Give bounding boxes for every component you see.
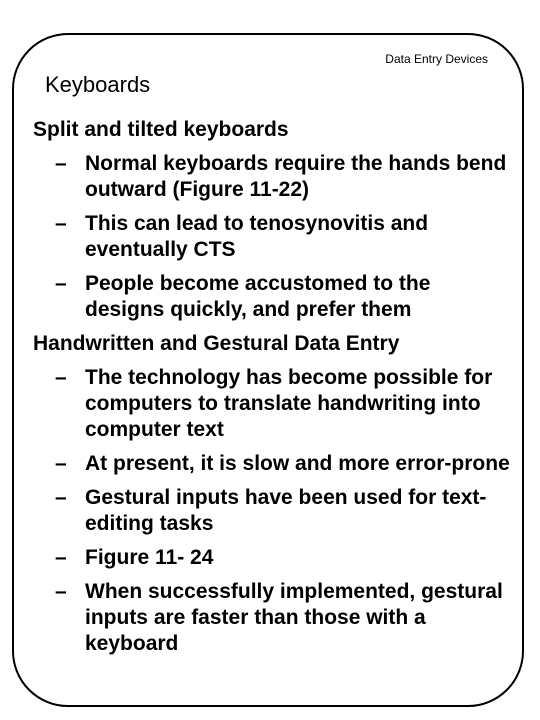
list-item — [55, 151, 513, 203]
section-title: Keyboards — [45, 72, 151, 97]
slide-content — [33, 117, 513, 657]
dash-bullet: – — [55, 452, 67, 475]
heading-split-tilted-keyboards: Split and tilted keyboards — [33, 118, 289, 141]
list-item — [55, 451, 513, 477]
list-item — [55, 211, 513, 263]
dash-bullet: – — [55, 152, 67, 175]
list-item — [55, 271, 513, 323]
list-item-text: Normal keyboards require the hands bend outward (Figure 11-22) — [85, 152, 507, 201]
slide-header: Data Entry Devices — [385, 52, 488, 66]
list-item-text: When successfully implemented, gestural inputs are faster than those with a keyboard — [85, 580, 503, 655]
list-item-text: People become accustomed to the designs quickly, and prefer them — [85, 272, 431, 321]
dash-bullet: – — [55, 580, 67, 603]
list-item — [55, 365, 513, 443]
list-item — [55, 545, 513, 571]
list-item-text: At present, it is slow and more error-prone — [85, 452, 510, 475]
heading-handwritten-gestural-entry: Handwritten and Gestural Data Entry — [33, 332, 400, 355]
dash-bullet: – — [55, 486, 67, 509]
dash-bullet: – — [55, 212, 67, 235]
list-item — [55, 485, 513, 537]
dash-bullet: – — [55, 366, 67, 389]
list-item-text: Gestural inputs have been used for text-editing tasks — [85, 486, 487, 535]
list-item — [55, 579, 513, 657]
dash-bullet: – — [55, 546, 67, 569]
list-item-text: This can lead to tenosynovitis and eventually CTS — [85, 212, 429, 261]
dash-bullet: – — [55, 272, 67, 295]
list-item-text: The technology has become possible for computers to translate handwriting into computer text — [85, 366, 493, 441]
list-item-text: Figure 11- 24 — [85, 546, 214, 569]
